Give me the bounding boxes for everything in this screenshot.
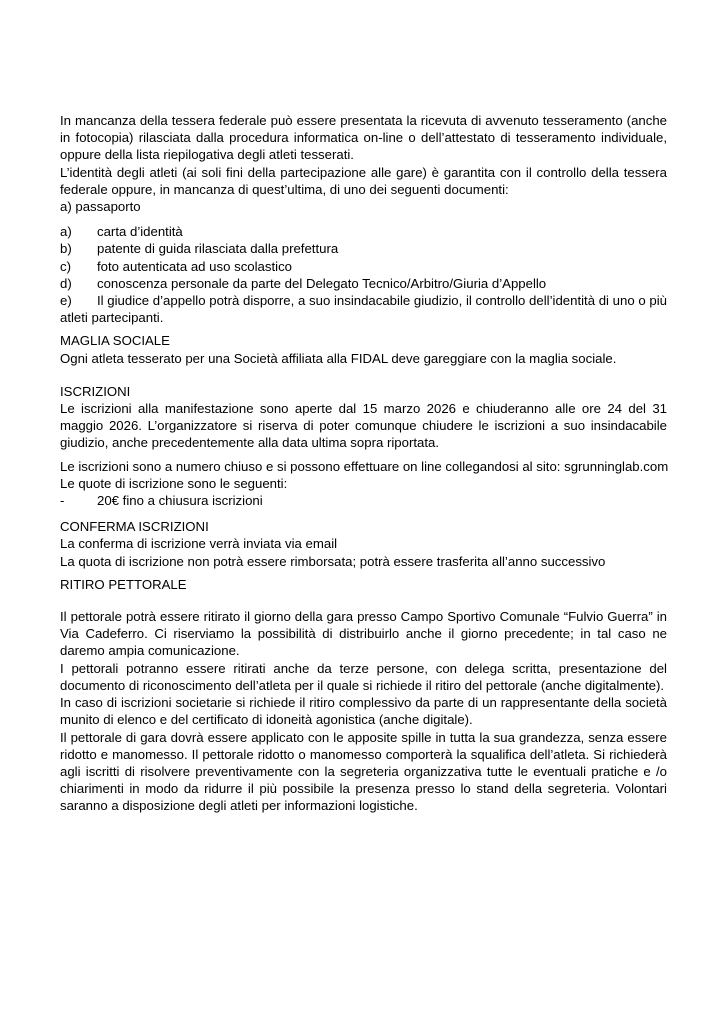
list-item-text: Il giudice d’appello potrà disporre, a suo insindacabile giudizio, il controllo dell’identità di uno o più atleti partecipanti. (60, 293, 667, 326)
paragraph-maglia-sociale: Ogni atleta tesserato per una Società affiliata alla FIDAL deve gareggiare con la maglia sociale. (60, 350, 617, 366)
heading-maglia-sociale: MAGLIA SOCIALE (60, 333, 170, 349)
paragraph-ritiro-3: In caso di iscrizioni societarie si richiede il ritiro complessivo da parte di un rappresentante della società munito di elenco e del certificato di idoneità agonistica (anche digitale). (60, 695, 667, 728)
section-quote-iscrizione (60, 458, 667, 510)
list-marker: c) (60, 258, 71, 274)
list-item-text: conoscenza personale da parte del Delegato Tecnico/Arbitro/Giuria d’Appello (97, 275, 547, 291)
paragraph-ritiro-4: Il pettorale di gara dovrà essere applicato con le apposite spille in tutta la sua grandezza, senza essere ridotto e manomesso. Il pettorale ridotto o manomesso comporterà la squalifica dell’atleta. Si richiederà agli iscritti di risolvere preventivamente con la segreteria organizzativa tutte le eventuali pratiche e /o chiarimenti in modo da ridurre il più possibile la presenza presso lo stand della segreteria. Volontari saranno a disposizione degli atleti per informazioni logistiche. (60, 729, 667, 814)
line-quota-rimborso: La quota di iscrizione non potrà essere rimborsata; potrà essere trasferita all’anno successivo (60, 553, 606, 569)
list-item-fee (60, 492, 667, 509)
list-item-text: patente di guida rilasciata dalla prefettura (97, 241, 339, 257)
list-marker: d) (60, 275, 72, 291)
line-passaporto: a) passaporto (60, 199, 141, 215)
paragraph-ritiro-2: I pettorali potranno essere ritirati anche da terze persone, con delega scritta, presentazione del documento di riconoscimento dell’atleta per il quale si richiede il ritiro del pettorale (anche digitalmente). (60, 660, 667, 693)
section-maglia-sociale (60, 332, 667, 366)
line-quote-intro: Le quote di iscrizione sono le seguenti: (60, 475, 288, 491)
paragraph-ritiro-1: Il pettorale potrà essere ritirato il giorno della gara presso Campo Sportivo Comunale “Fulvio Guerra” in Via Cadeferro. Ci riserviamo la possibilità di distribuirlo anche il giorno precedente; in tal caso ne daremo ampia comunicazione. (60, 609, 667, 659)
list-item (60, 240, 667, 257)
paragraph-identita: L’identità degli atleti (ai soli fini della partecipazione alle gare) è garantita con il controllo della tessera federale oppure, in mancanza di quest’ultima, di uno dei seguenti documenti: (60, 164, 667, 197)
section-conferma-iscrizioni (60, 518, 667, 570)
list-marker: e) (60, 293, 72, 309)
section-document-list (60, 223, 667, 326)
heading-ritiro-pettorale: RITIRO PETTORALE (60, 576, 187, 592)
section-iscrizioni (60, 383, 667, 452)
heading-conferma-iscrizioni: CONFERMA ISCRIZIONI (60, 519, 209, 535)
list-item (60, 292, 667, 326)
list-item-text: foto autenticata ad uso scolastico (97, 258, 293, 274)
list-item (60, 258, 667, 275)
list-marker: b) (60, 241, 72, 257)
section-ritiro-pettorale (60, 576, 667, 815)
line-conferma-email: La conferma di iscrizione verrà inviata via email (60, 536, 338, 552)
line-iscrizioni-online: Le iscrizioni sono a numero chiuso e si possono effettuare on line collegandosi al sito: sgrunninglab.com (60, 458, 669, 474)
list-marker: - (60, 493, 65, 509)
list-item (60, 223, 667, 240)
paragraph-tesseramento: In mancanza della tessera federale può essere presentata la ricevuta di avvenuto tesseramento (anche in fotocopia) rilasciata dalla procedura informatica on-line o dell’attestato di tesseramento individuale, oppure della lista riepilogativa degli atleti tesserati. (60, 113, 667, 163)
section-tesseramento (60, 112, 667, 215)
heading-iscrizioni: ISCRIZIONI (60, 383, 131, 399)
list-item-text: carta d’identità (97, 224, 183, 240)
paragraph-iscrizioni: Le iscrizioni alla manifestazione sono aperte dal 15 marzo 2026 e chiuderanno alle ore 24 del 31 maggio 2026. L’organizzatore si riserva di poter comunque chiudere le iscrizioni a suo insindacabile giudizio, anche precedentemente alla data ultima sopra riportata. (60, 401, 667, 451)
fee-text: 20€ fino a chiusura iscrizioni (97, 493, 263, 509)
list-marker: a) (60, 224, 72, 240)
blank-line (60, 593, 667, 608)
list-item (60, 275, 667, 292)
